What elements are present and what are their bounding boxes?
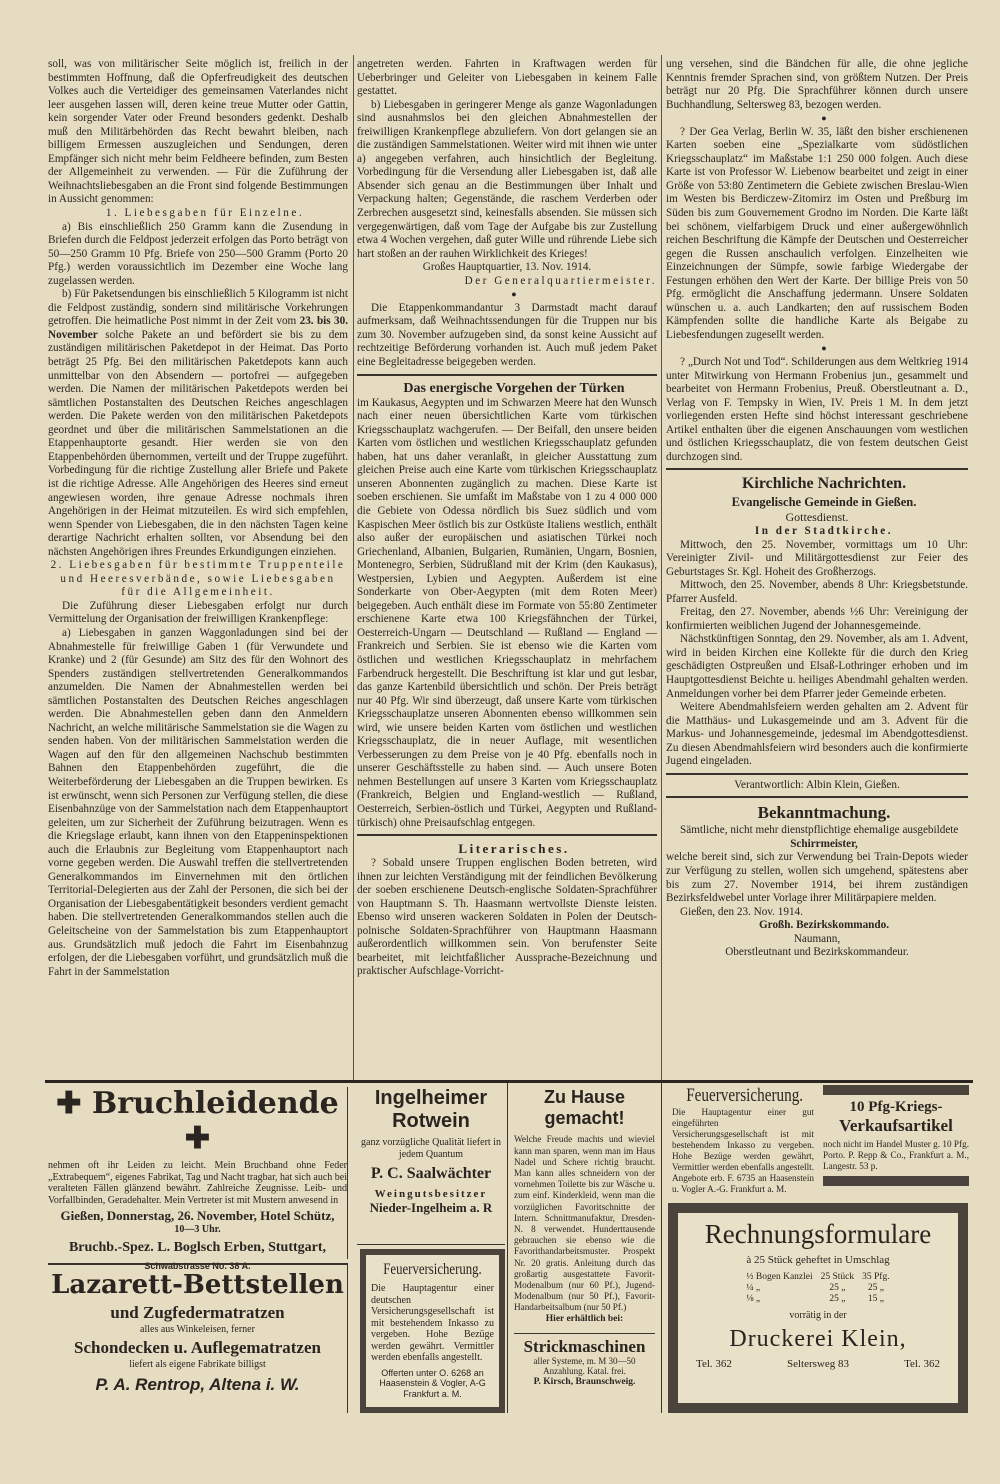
announcement-heading: Bekanntmachung. <box>757 803 891 823</box>
paragraph <box>48 288 348 559</box>
address: Seltersweg 83 <box>786 1357 849 1370</box>
contact-line <box>678 1354 958 1371</box>
price-row <box>742 1283 893 1294</box>
ad-line: ganz vorzügliche Qualität liefert in jedem Quantum <box>361 1137 501 1160</box>
article-heading: Das energische Vorgehen der Türken <box>403 380 625 396</box>
ad-feuerversicherung-2 <box>668 1085 818 1199</box>
rule <box>666 773 968 775</box>
ad-line: vorrätig in der <box>789 1310 847 1322</box>
ad-text: aller Systeme, m. M 30—50 Anzahlung. Katal. frei. <box>533 1356 636 1377</box>
price-row <box>742 1272 893 1283</box>
paragraph: b) Liebesgaben in geringerer Menge als ganze Wagonladungen sind ausnahmslos bei den gleichen Abnahmestellen der freiwilligen Krankenpflege abzuliefern. Von dort gelangen sie an die zuständigen Sammelstationen. Weiter wird mit ihnen wie unter a) angegeben verfahren, auch hinsichtlich der Begleitung. Vorbedingung für die Versendung aller Liebesgaben ist, daß alle Absender sich genau an die Bestimmungen über Inhalt und Verpackung halten; Gegenstände, die raschem Verderben oder Zerbrechen ausgesetzt sind, keinesfalls absenden. Sie müssen sich vergegenwärtigen, daß vom Tage der Aufgabe bis zur Zustellung etwa 4 Wochen vergehen, daß guter Wille und rührende Liebe sich hart stoßen an der rauhen Wirklichkeit des Krieges! <box>357 98 657 260</box>
ad-text: Die Hauptagentur einer deutschen Versicherungsgesellschaft ist mit bestehendem Inkasso zu vergeben. Hohe Bezüge werden gewährt. Vermittler werden ebenfalls angestellt. <box>371 1283 494 1364</box>
cell: 25 Stück <box>820 1271 855 1282</box>
paragraph: Nächstkünftigen Sonntag, den 29. November, als am 1. Advent, wird in beiden Kirchen eine Kollekte für die durch den Krieg geschädigten Ostpreußen und Elsaß-Lothringer erhoben und im Hauptgottesdienst Beichte u. heiliges Abendmahl gehalten werden. Anmeldungen vorher bei dem Pfarrer jeder Gemeinde erbeten. <box>666 633 968 700</box>
paragraph: soll, was von militärischer Seite möglich ist, freilich in der bestimmten Hoffnung, daß die Opferfreudigkeit des deutschen Volkes auch die Verteidiger des gemeinsamen Vaterlandes nicht leer ausgehen lassen will, deren keine treue Mutter oder Gattin, kein sorgender Vater oder Freund besonders gedenkt. Deshalb muß den Militärbehörden das Recht bewahrt bleiben, nach billigem Ermessen auszugleichen und Sendungen, deren Empfänger sich nicht mehr beim Feldheere befinden, zum Besten der Allgemeinheit zu verwenden. — Für die Zuführung der Weihnachtsliebesgaben an die Front sind folgende Bestimmungen in Aussicht genommen: <box>48 58 348 206</box>
phone: Tel. 362 <box>696 1357 732 1370</box>
ad-title: Rechnungsformulare <box>704 1219 932 1249</box>
paragraph: Die Etappenkommandantur 3 Darmstadt macht darauf aufmerksam, daß Weihnachtssendungen für die Truppen nur bis zum 30. November aufzugeben sind, da sonst keine Aussicht auf rechtzeitige Beförderung vorhanden ist. Auch muß jedem Paket eine Begleitadresse beigegeben werden. <box>357 301 657 369</box>
signature-title: Oberstleutnant und Bezirkskommandeur. <box>725 946 909 959</box>
paragraph: Mittwoch, den 25. November, vormittags um 10 Uhr: Vereinigter Zivil- und Militärgottesdienst zur Feier des Geburtstages Sr. Kgl. Hoheit des Großherzogs. <box>666 538 968 578</box>
ad-lazarett <box>48 1260 348 1413</box>
cell: 25 „ <box>829 1293 846 1304</box>
ad-line: Nieder-Ingelheim a. R <box>369 1200 493 1216</box>
paragraph: Mittwoch, den 25. November, abends 8 Uhr: Kriegsbetstunde. Pfarrer Ausfeld. <box>666 579 968 605</box>
paragraph: Sämtliche, nicht mehr dienstpflichtige ehemalige ausgebildete <box>680 824 959 837</box>
paragraph: a) Bis einschließlich 250 Gramm kann die Zusendung in Briefen durch die Feldpost jederzeit erfolgen das Porto beträgt von 50—250 Gramm 10 Pfg. Briefe von 250—500 Gramm (Porto 20 Pfg.) werden voraussichtlich im Dezember eine Woche lang zugelassen werden. <box>48 220 348 287</box>
paragraph: welche bereit sind, sich zur Verwendung bei Train-Depots wieder zur Verfügung zu stellen, wollen sich umgehend, spätestens aber bis zum 27. November 1914, bei ihrem zuständigen Bezirksfeldwebel unter Vorlage ihrer Militärpapiere melden. <box>666 851 968 905</box>
signature: Der Generalquartiermeister. <box>464 274 657 287</box>
ad-title: Lazarett-Bettstellen <box>51 1270 344 1300</box>
section-heading: 2. Liebesgaben für bestimmte Truppenteile und Heeresverbände, sowie Liebesgaben für die Allgemeinheit. <box>50 559 346 599</box>
cell: 35 Pfg. <box>862 1271 890 1282</box>
rule <box>666 468 968 470</box>
paragraph: im Kaukasus, Aegypten und im Schwarzen Meere hat den Wunsch nach einer neuen übersichtlichen Karte vom türkischen Kriegsschauplatz wachgerufen. — Der Beifall, den unsere beiden Karten vom östlichen und westlichen Kriegsschauplatz gefunden haben, hat uns daher veranlaßt, in gleicher Ausstattung zum gleichen Preise auch eine Karte vom türkischen Kriegsschauplatz unseren Abonnenten zugänglich zu machen. Diese Karte ist soeben erschienen. Sie umfaßt im Maßstabe von 1 zu 4 000 000 die Gebiete von Odessa nördlich bis Suez südlich und vom Kaspischen Meer östlich bis zur Ostküste Italiens westlich, enthält also außer der europäischen und asiatischen Türkei noch Griechenland, Albanien, Bulgarien, Rumänien, Ungarn, Bosnien, Montenegro, Serbien, Südrußland mit der Krim (den Kaukasus), Westpersien, Lybien und Aegypten. Außerdem ist eine Sonderkarte von Ober-Aegypten (mit dem Roten Meer) beigegeben. Auch enthält diese im Formate von 55:80 Zentimeter erschienene Karte etwa 100 Kriegsfähnchen der Türkei, Oesterreich-Ungarn — Deutschland — Rußland — England — Frankreich und Serbien. Sie ist ebenso wie die Karten vom östlichen und westlichen Kriegsschauplatz in mehrfachem Farbendruck hergestellt. Die Beschriftung ist klar und gut lesbar, das ganze Kartenbild übersichtlich und schön. Der Preis beträgt nur 40 Pfg. Wir sind überzeugt, daß unsere Karte vom türkischen Kriegsschauplatze unseren Abonnenten ebenso willkommen sein wird, wie unsere beiden Karten vom östlichen und westlichen Kriegsschauplatz, die in neuer Auflage, mit wesentlichen Verbesserungen zu dem Preise von je 40 Pfg. ebenfalls noch in unserer Geschäftsstelle zu haben sind. — Auch unsere Boten nehmen Bestellungen auf unsere 3 Karten vom Kriegsschauplatz (Frankreich, Belgien und England-westlich — Rußland, Oesterreich, Serbien-östlich und Türkei, Aegypten und Rußland-türkisch) ohne Preisaufschlag entgegen. <box>357 396 657 829</box>
subheading: In der Stadtkirche. <box>754 524 894 537</box>
text: solche Pakete an und befördert sie bis zu dem zuständigen militärischen Paketdepot in der Heimat. Das Porto beträgt 25 Pfg. Bei den militärischen Paketdepots kann auch unmittelbar von den Absendern — portofrei — aufgegeben werden. Die Namen der militärischen Paketdepots werden bei sämtlichen Postanstalten des Deutschen Reiches angeschlagen werden. Die Pakete werden von den militärischen Paketdepots geordnet und über die militärischen Sammelstationen an die Etappenhauptorte gesandt. Hier werden sie von den Etappenbehörden übernommen, verteilt und der Truppe zugeführt. Vorbedingung für die richtige Zustellung aller Briefe und Pakete ist die richtige Adresse. Alle Angehörigen des Heeres sind erneut angewiesen worden, ihre genaue Adresse nochmals ihren Angehörigen in der Heimat mitzuteilen. Es wird sich empfehlen, wenn Spender von Liebesgaben, die in den nächsten Tagen keine derartige Nachricht erhalten sollten, vor Absendung bei den nächsten Angehörigen ihres Freundes Erkundigungen einziehen. <box>48 328 348 558</box>
ad-firm: P. A. Rentrop, Altena i. W. <box>95 1374 300 1394</box>
ad-text: noch nicht im Handel Muster g. 10 Pfg. Porto. P. Repp & Co., Frankfurt a. M., Langestr. 53 p. <box>823 1138 969 1171</box>
section-heading: 1. Liebesgaben für Einzelne. <box>105 207 305 220</box>
rule <box>357 834 657 836</box>
ad-rechnungsformulare <box>668 1203 968 1413</box>
cell: ½ Bogen Kanzlei <box>746 1271 813 1282</box>
ad-firm: P. Kirsch, Braunschweig. <box>533 1376 636 1387</box>
ad-ingelheimer-rotwein <box>357 1087 505 1245</box>
ad-title: Rotwein <box>392 1110 470 1132</box>
ad-title: Feuerversicherung. <box>686 1085 804 1106</box>
paragraph: ? „Durch Not und Tod“. Schilderungen aus dem Weltkrieg 1914 unter Mitwirkung von Hermann Frobenius jun., gesammelt und bearbeitet von Hermann Frobenius, Preuß. Oberstleutnant a. D., Verlag von F. Tempsky in Wien, IV. Preis 1 M. In dem jetzt vorliegenden ersten Hefte sind höchst interessant geschriebene Artikel enthalten über die eigenen Anschauungen vom westlichen und östlichen Kriegsschauplatz, die von festem deutschen Geist durchzogen sind. <box>666 356 968 463</box>
ad-text: nehmen oft ihr Leiden zu leicht. Mein Bruchband ohne Feder „Extrabequem“, eigenes Fabrikat, Tag und Nacht tragbar, hat sich auch bei veralteten Fällen glänzend bewährt. Zahlreiche Zeugnisse. Leib- und Vorfallbinden, Geradehalter. Mein Vertreter ist mit Mustern anwesend in <box>48 1160 347 1206</box>
section-heading: Kirchliche Nachrichten. <box>741 475 907 493</box>
ad-bruchleidende <box>48 1086 348 1271</box>
phone: Tel. 362 <box>904 1357 940 1370</box>
subheading: Evangelische Gemeinde in Gießen. <box>731 495 917 510</box>
ad-line: Weingutsbesitzer <box>374 1188 488 1201</box>
ad-text: Welche Freude machts und wieviel kann man sparen, wenn man im Haus Nadel und Schere richtig braucht. Man kann alles schneidern von der vornehmen Toilette bis zur Wäsche u. zum einf. Kinderkleid, wenn man die vorzüglichen Favoritschnitte der Intern. Schnittmanufaktur, Dresden-N. 8 verwendet. Hunderttausende gebrauchen sie ebenso wie die Favorithandarbeitsmuster. Prospekt Nr. 20 gratis. Anleitung durch das großartig ausgestattete Favorit-Modenalbum (nur 60 Pf.), Jugend-Modenalbum (nur 50 Pf.), Favorit-Handarbeitsalbum (nur 50 Pf.) <box>514 1134 655 1313</box>
cell: ⅛ „ <box>746 1293 761 1304</box>
ad-firm: Druckerei Klein, <box>729 1325 907 1352</box>
cell: ¼ „ <box>746 1282 761 1293</box>
ad-text: Die Hauptagentur einer gut eingeführten Versicherungsgesellschaft ist mit bestehendem Inkasso zu vergeben. Hohe Bezüge werden gewährt, Vermittler werden ebenfalls angestellt. Angebote erb. F. 6735 an Haasenstein u. Vogler A.-G. Frankfurt a. M. <box>672 1106 814 1194</box>
ad-firm: Bruchb.-Spez. L. Boglsch Erben, Stuttgart, <box>68 1240 327 1256</box>
place-date: Großes Hauptquartier, 13. Nov. 1914. <box>422 261 592 274</box>
cross-icon: ✚ <box>184 1120 211 1156</box>
subheading: Gottesdienst. <box>785 510 849 525</box>
ad-place: Gießen, Donnerstag, 26. November, Hotel Schütz, <box>60 1208 335 1223</box>
signature: Naumann, <box>793 932 841 945</box>
separator-dot: ● <box>821 113 827 124</box>
authority: Großh. Bezirkskommando. <box>758 919 890 932</box>
responsible-editor: Verantwortlich: Albin Klein, Gießen. <box>734 778 900 791</box>
paragraph: ung versehen, sind die Bändchen für alle, die ohne jegliche Kenntnis fremder Sprachen sind, von größtem Nutzen. Der Preis beträgt nur 20 Pfg. Die Sprachführer können durch unsere Buchhandlung, Seltersweg 83, bezogen werden. <box>666 58 968 111</box>
ad-title: Ingelheimer <box>374 1087 488 1109</box>
ad-line: à 25 Stück geheftet in Umschlag <box>746 1254 890 1267</box>
separator-dot: ● <box>511 289 517 300</box>
column-2 <box>357 58 657 1078</box>
price-row <box>742 1294 893 1305</box>
ad-title: Verkaufsartikel <box>839 1116 953 1136</box>
cell: 25 „ <box>829 1282 846 1293</box>
text: b) Für Paketsendungen bis einschließlich 5 Kilogramm ist nicht die Feldpost zuständig, sondern sind militärische Vorkehrungen getroffen. Die heimatliche Post nimmt in der Zeit vom <box>48 288 348 328</box>
ad-address: Schwabstrasse No. 38 A. <box>144 1260 251 1271</box>
ad-title: gemacht! <box>544 1107 625 1128</box>
paragraph: ? Der Gea Verlag, Berlin W. 35, läßt den bisher erschienenen Karten soeben eine „Spezialkarte vom südöstlichen Kriegsschauplatz“ im Maßstabe 1:1 250 000 folgen. Auch diese Karte ist von Professor W. Liebenow bearbeitet und zeigt in einer Größe von 53:80 Zentimetern die Gebiete zwischen Breslau-Wien im Westen bis Berdiczew-Zitomirz im Osten und Preßburg im Süden bis zum Gouvernement Grodno im Norden. Die Karte läßt bei schönem, vielfarbigem Druck und einer außergewöhnlich reichen Beschriftung die Kämpfe der Deutschen und Oesterreicher gegen die Russen anschaulich verfolgen. Einzelheiten wie Einzeichnungen der Sümpfe, sowie farbige Wiedergabe der Festungen erhöhen den Wert der Karte. Der billige Preis von 50 Pfg. ermöglicht die Anschaffung jedermann. Unsere Soldaten wünschen u. a. auch Landkarten; den auf russischem Boden Kämpfenden sollte die handliche Karte als Beigabe zu Liebesfendungen zugesellt werden. <box>666 125 968 341</box>
emphasis: Schirrmeister, <box>790 837 858 850</box>
place-date: Gießen, den 23. Nov. 1914. <box>680 905 803 918</box>
ad-offer: Offerten unter O. 6268 an Haasenstein & Vogler, A-G Frankfurt a. M. <box>379 1367 486 1399</box>
cell: 15 „ <box>867 1293 884 1304</box>
decorative-bar <box>823 1085 969 1095</box>
ad-line: und Zugfedermatratzen <box>110 1302 285 1322</box>
column-3 <box>666 58 968 1078</box>
ad-title: Bruchleidende <box>91 1086 339 1121</box>
column-divider <box>353 55 354 1080</box>
separator-dot: ● <box>821 343 827 354</box>
paragraph: ? Sobald unsere Truppen englischen Boden betreten, wird ihnen zur leichten Verständigung mit der feindlichen Bevölkerung der soeben erschienene Deutsch-englische Soldaten-Sprachführer von Hauptmann S. Th. Haasmann wertvollste Dienste leisten. Ebenso wird unseren wackeren Soldaten in Polen der Deutsch-polnische Soldaten-Sprachführer von Hauptmann Haasmann außerordentlich willkommen sein. Von berufenster Seite bearbeitet, mit leichtfaßlicher Aussprache-Bezeichnung und praktischer Aufschlage-Vorricht- <box>357 857 657 978</box>
cell: 25 „ <box>867 1282 884 1293</box>
paragraph: angetreten werden. Fahrten in Kraftwagen werden für Ueberbringer und Geleiter von Liebesgaben in keinem Falle gestattet. <box>357 58 657 98</box>
ad-firm: P. C. Saalwächter <box>370 1165 492 1182</box>
paragraph: Die Zuführung dieser Liebesgaben erfolgt nur durch Vermittelung der Organisation der freiwilligen Krankenpflege: <box>48 599 348 626</box>
decorative-bar <box>823 1176 969 1186</box>
ad-time: 10—3 Uhr. <box>174 1223 221 1235</box>
price-table <box>742 1272 893 1305</box>
column-divider <box>661 55 662 1080</box>
date-range: 23. bis 30. November <box>48 315 348 341</box>
rule <box>666 796 968 798</box>
ad-line: Schondecken u. Auflegematratzen <box>74 1337 321 1357</box>
ad-title: Zu Hause <box>543 1087 626 1107</box>
paragraph: Weitere Abendmahlsfeiern werden gehalten am 2. Advent für die Matthäus- und Lukasgemeinde und am 3. Advent für die Markus- und Johannesgemeinde, jedesmal im Abendgottesdienst. Zu diesen Abendmahlsfeiern wird besonders auch die konfirmierte Jugend eingeladen. <box>666 701 968 768</box>
ad-title: 10 Pfg-Kriegs- <box>849 1099 943 1115</box>
ad-zu-hause-gemacht <box>507 1083 662 1413</box>
ad-kriegs-verkaufsartikel <box>821 1085 971 1199</box>
rule <box>357 374 657 376</box>
ad-line: alles aus Winkeleisen, ferner <box>140 1324 255 1336</box>
paragraph: a) Liebesgaben in ganzen Waggonladungen sind bei der Abnahmestelle für freiwillige Gaben 1 (für Verwundete und Kranke) und 2 (für Gesunde) am Sitz des für den Wohnort des Spenders zuständigen stellvertretenden Generalkommandos anzumelden. Die Namen der Abnahmestellen werden bei sämtlichen Postanstalten des Deutschen Reiches angeschlagen werden. Die Abnahmestellen geben dann den Anmeldern Nachricht, an welche militärische Sammelstation sie die Wagen zu senden haben. Von der militärischen Sammelstation werden die Wagen auf den für den allgemeinen Nachschub bestimmten Bahnen den Etappenbehörden zugeführt, die die Weiterbeförderung der Liebesgaben an die Truppen bewirken. Es ist erwünscht, wenn sich Personen zur Verfügung stellen, die diese Eisenbahnzüge von der Sammelstation nach dem Etappenhauptort geleiten, um zur Sicherheit der Zuführung beizutragen. Wenn es die Kriegslage erlaubt, kann ihnen von den Etappeninspektionen auch die Erlaubnis zur Begleitung vom Etappenhauptort nach vorne gegeben werden. Die Auswahl treffen die stellvertretenden Generalkommandos im Einvernehmen mit den örtlichen Territorial-Delegierten aus der Zahl der Personen, die sich bei der Organisation der Liebesgabentätigkeit besonders verdient gemacht haben. Die stellvertretenden Generalkommandos stellen auch die Geleitscheine von der Sammelstation bis zum Etappenhauptort aus. Grundsätzlich muß jedoch die Fahrt im Eisenbahnzug erfolgen, der die Liebesgaben vorführt, und grundsätzlich muß die Fahrt in der Sammelstation <box>48 626 348 978</box>
column-1 <box>48 58 348 1078</box>
ad-line: liefert als eigene Fabrikate billigst <box>129 1359 266 1371</box>
cross-icon: ✚ <box>56 1086 82 1121</box>
section-heading: Literarisches. <box>458 841 570 857</box>
ad-feuerversicherung-1 <box>360 1249 505 1413</box>
paragraph: Freitag, den 27. November, abends ½6 Uhr: Vereinigung der konfirmierten weiblichen Jugend der Johannesgemeinde. <box>666 606 968 632</box>
advertisements <box>45 1080 973 1415</box>
ad-title: Strickmaschinen <box>523 1336 646 1356</box>
ad-line: Hier erhältlich bei: <box>545 1313 624 1324</box>
ad-title: Feuerversicherung. <box>383 1261 482 1278</box>
